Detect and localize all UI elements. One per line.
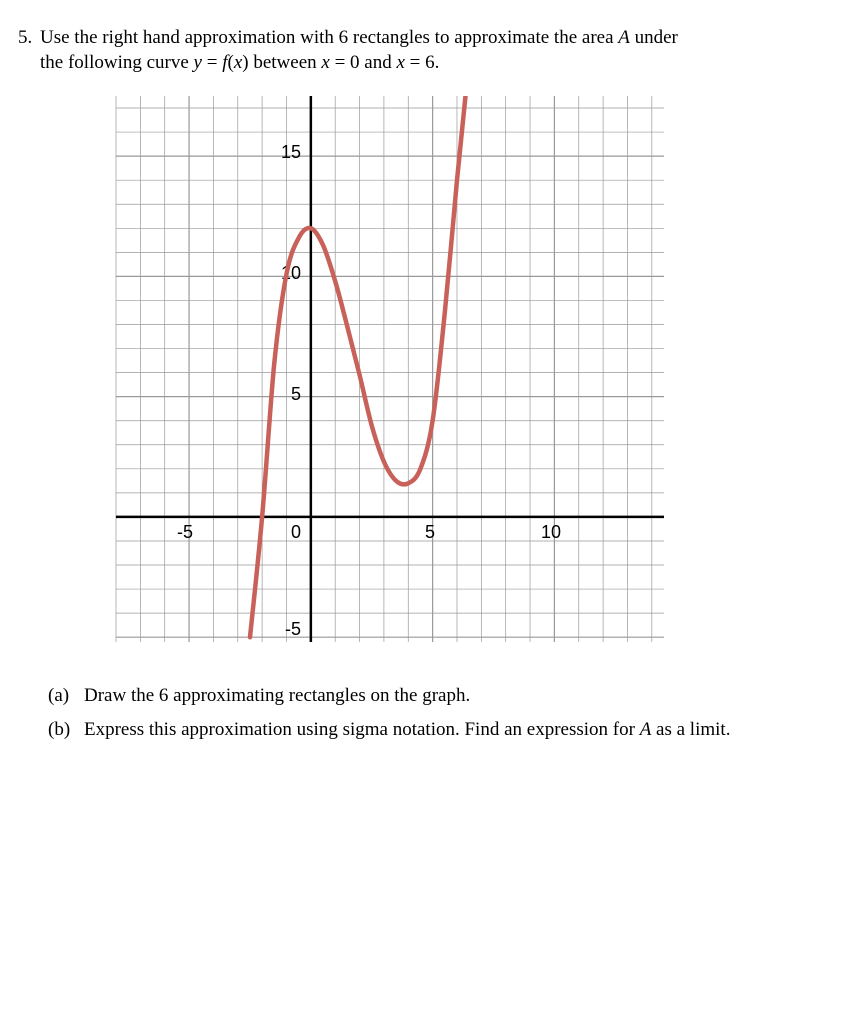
x-variable-upper: x: [396, 52, 405, 73]
between-word: between: [253, 52, 317, 73]
x-tick-label-10: 10: [540, 522, 562, 542]
paren-open: (: [227, 52, 234, 73]
tick-labels: [177, 142, 561, 639]
lower-bound: = 0: [334, 52, 360, 73]
x-variable: x: [233, 52, 243, 73]
part-a-text: Draw the 6 approximating rectangles on the graph.: [84, 685, 471, 706]
x-tick-label-0: 0: [290, 522, 302, 542]
y-tick-label-5: 5: [290, 384, 301, 404]
upper-bound: = 6.: [409, 52, 440, 73]
and-word: and: [364, 52, 392, 73]
problem-text-2a: the following curve: [40, 52, 189, 73]
part-b-text-a: Express this approximation using sigma notation. Find an expression for: [84, 719, 635, 740]
part-b-label: (b): [48, 719, 71, 740]
x-variable-lower: x: [321, 52, 330, 73]
f-variable: f: [222, 52, 228, 73]
x-tick-label-5: 5: [424, 522, 436, 542]
y-tick-label-10: 10: [280, 263, 301, 283]
y-variable: y: [193, 52, 202, 73]
grid-lines: [116, 96, 664, 642]
paren-close: ): [242, 52, 249, 73]
problem-number: 5.: [18, 27, 33, 48]
area-variable: A: [618, 27, 630, 48]
part-b-text-b: as a limit.: [656, 719, 731, 740]
x-tick-label-neg5: -5: [176, 522, 194, 542]
part-a-label: (a): [48, 685, 70, 706]
axes: [116, 96, 664, 642]
problem-text-1b: under: [634, 27, 678, 48]
part-b-text: [84, 717, 804, 742]
y-tick-label-15: 15: [280, 142, 301, 162]
y-tick-label-neg5: -5: [284, 619, 301, 639]
equals-sign: =: [206, 52, 218, 73]
problem-text-1a: Use the right hand approximation with 6 rectangles to approximate the area: [40, 27, 614, 48]
part-b-area-variable: A: [639, 719, 652, 740]
